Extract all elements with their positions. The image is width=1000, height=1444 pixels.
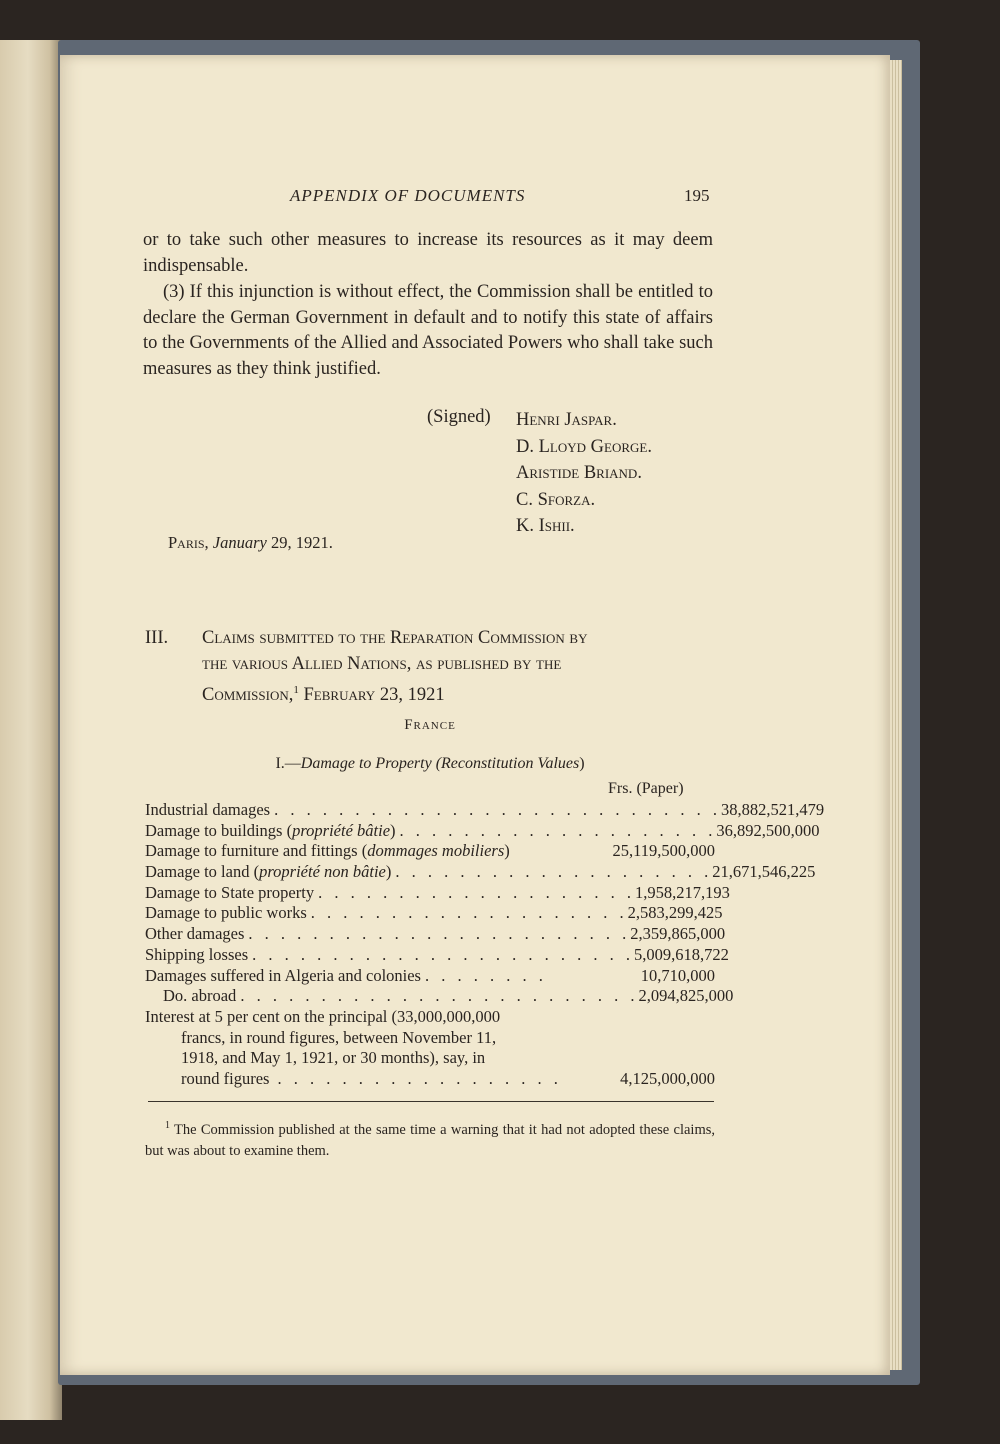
section-line-3b: February 23, 1921 [298, 685, 445, 706]
caption-b: Reconstitution Values [441, 755, 580, 772]
footnote-number: 1 [165, 1120, 170, 1131]
caption-number: I.— [275, 755, 301, 772]
row-label-after: ) [385, 862, 392, 882]
interest-line-1: Interest at 5 per cent on the principal (33,000,000,000 [145, 1006, 501, 1026]
page-number: 195 [684, 186, 710, 205]
table-row: Damage to land ( propriété non bâtie ) . . . . . . . . . . . . . . . . . . . . 21,671,546,225 [145, 862, 816, 882]
row-label: Industrial damages [145, 800, 271, 819]
row-label-after: ) [504, 841, 510, 861]
footnote [145, 1115, 715, 1162]
interest-line-3: 1918, and May 1, 1921, or 30 months), say, in [181, 1048, 486, 1068]
place-date [168, 533, 333, 553]
row-amount: 21,671,546,225 [712, 862, 816, 882]
date: 29, 1921. [270, 533, 333, 552]
table-row: Do. abroad . . . . . . . . . . . . . . . . . . . . . . . . . 2,094,825,000 [163, 986, 734, 1006]
row-label: Do. abroad [163, 986, 237, 1006]
row-label: Shipping losses [145, 944, 249, 964]
row-amount: 2,583,299,425 [627, 903, 723, 923]
month: January [212, 533, 267, 552]
running-head: APPENDIX OF DOCUMENTS [290, 186, 526, 205]
interest-line-2: francs, in round figures, between November 11, [181, 1027, 497, 1047]
section-title [145, 625, 715, 708]
row-amount: 10,710,000 [640, 965, 715, 985]
row-amount: 1,958,217,193 [634, 882, 730, 902]
row-label: Damages suffered in Algeria and colonies [145, 965, 421, 985]
row-label-italic: propriété non bâtie [259, 862, 386, 882]
row-amount: 5,009,618,722 [634, 944, 729, 964]
row-label-italic: dommages mobiliers [367, 841, 505, 861]
table-caption [0, 755, 860, 773]
footnote-mark: 1 [293, 684, 299, 696]
table-row [145, 841, 715, 862]
row-amount: 38,882,521,479 [720, 800, 825, 819]
section-line-1: Claims submitted to the Reparation Commission by [202, 628, 588, 648]
row-amount: 2,094,825,000 [638, 986, 734, 1006]
interest-line-4: round figures [181, 1068, 270, 1088]
signatory: Henri Jaspar. [516, 410, 617, 430]
section-number: III. [145, 628, 169, 648]
row-amount: 2,359,865,000 [630, 924, 726, 944]
row-label: Damage to furniture and fittings ( [145, 841, 368, 861]
table-row: Industrial damages . . . . . . . . . . . . . . . . . . . . . . . . . . . . 38,882,521,479 [145, 800, 825, 819]
row-label: Damage to public works [145, 903, 307, 923]
country-heading: France [404, 717, 456, 733]
table-row: Shipping losses . . . . . . . . . . . . . . . . . . . . . . . . 5,009,618,722 [145, 944, 729, 964]
table-row: Damage to State property . . . . . . . . . . . . . . . . . . . . 1,958,217,193 [145, 882, 730, 902]
footnote-text: The Commission published at the same time a warning that it had not adopted these claims, but was about to examine them. [145, 1121, 715, 1159]
signatory: C. Sforza. [516, 489, 596, 510]
table-row: Damage to buildings ( propriété bâtie ) . . . . . . . . . . . . . . . . . . . . 36,892,500,000 [145, 820, 820, 840]
row-label: Damage to State property [145, 882, 315, 902]
caption-a: Damage to Property ( [300, 755, 442, 772]
table-row: Damage to public works . . . . . . . . . . . . . . . . . . . . 2,583,299,425 [145, 903, 723, 923]
claims-table [145, 800, 825, 1090]
signatories [516, 407, 652, 540]
table-row-interest: Interest at 5 per cent on the principal (33,000,000,000 francs, in round figures, between November 11, 1918, and May 1, 1921, or 30 months), say, in round figures . . . . . . . . . . . . . . . . . . 4,125,000,000 [145, 1006, 715, 1088]
row-amount: 25,119,500,000 [612, 841, 715, 861]
footnote-rule [148, 1101, 714, 1102]
paragraph-1: or to take such other measures to increase its resources as it may deem indispensable. [143, 230, 713, 276]
row-label-italic: propriété bâtie [292, 820, 391, 840]
row-label: Other damages [145, 924, 245, 944]
signatory: K. Ishii. [516, 516, 575, 536]
row-label: Damage to land ( [145, 862, 260, 882]
place: Paris, [168, 533, 209, 552]
section-line-3a: Commission, [202, 685, 294, 706]
row-label: Damage to buildings ( [145, 820, 293, 840]
row-amount: 4,125,000,000 [620, 1068, 715, 1088]
table-row: Other damages . . . . . . . . . . . . . . . . . . . . . . . . 2,359,865,000 [145, 924, 726, 944]
paragraph-2: (3) If this injunction is without effect, the Commission shall be entitled to declare the German Government in default and to notify this state of affairs to the Governments of the Allied and Associated Powers who shall take such measures as they think justified. [143, 282, 713, 379]
table-row: Damages suffered in Algeria and colonies . . . . . . . . 10,710,000 [145, 965, 715, 985]
signatory: Aristide Briand. [516, 463, 642, 483]
section-line-2: the various Allied Nations, as published by the [202, 654, 562, 674]
signed-label: (Signed) [427, 407, 491, 427]
caption-c: ) [579, 755, 585, 772]
row-label-after: ) [390, 820, 396, 840]
row-amount: 36,892,500,000 [716, 820, 820, 840]
signatory: D. Lloyd George. [516, 436, 652, 457]
currency-header: Frs. (Paper) [608, 780, 684, 797]
